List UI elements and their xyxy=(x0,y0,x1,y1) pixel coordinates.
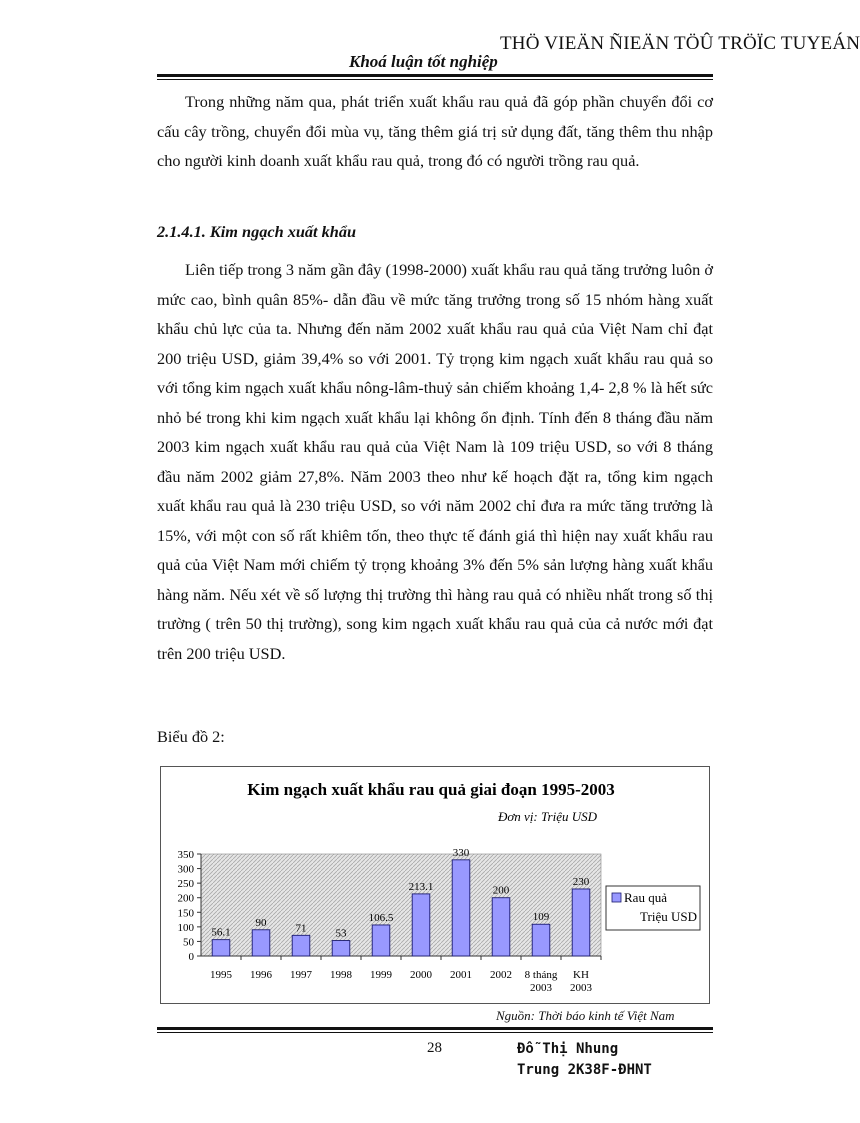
x-tick-label: 1995 xyxy=(210,969,232,981)
data-label: 106.5 xyxy=(368,911,394,924)
intro-paragraph-block xyxy=(157,87,713,176)
x-tick-label: 2001 xyxy=(450,969,472,981)
x-tick-label: 8 tháng xyxy=(524,969,558,981)
bar xyxy=(572,889,590,956)
x-tick-label: 1997 xyxy=(290,969,312,981)
x-tick-label: 2002 xyxy=(490,969,512,981)
intro-paragraph: Trong những năm qua, phát triển xuất khẩu rau quả đã góp phần chuyển đổi cơ cấu cây trồng, chuyển đổi mùa vụ, tăng thêm giá trị sử dụng đất, tăng thêm thu nhập cho người kinh doanh xuất khẩu rau quả, trong đó có người trồng rau quả. xyxy=(157,92,713,170)
bar xyxy=(252,930,270,956)
author-block xyxy=(517,1039,652,1081)
data-label: 71 xyxy=(295,922,307,935)
y-tick-label: 200 xyxy=(177,892,194,905)
source-note: Nguồn: Thời báo kinh tế Việt Nam xyxy=(496,1008,675,1023)
chart-container xyxy=(160,766,710,1004)
bar xyxy=(492,898,510,956)
data-label: 230 xyxy=(572,875,590,888)
y-tick-label: 0 xyxy=(188,951,194,963)
x-tick-label: 1998 xyxy=(330,969,352,981)
header-rule-thin xyxy=(157,79,713,80)
y-tick-label: 300 xyxy=(177,863,194,876)
header-title: Khoá luận tốt nghiệp xyxy=(349,52,498,71)
y-tick-label: 350 xyxy=(177,849,194,861)
main-paragraph-block xyxy=(157,255,713,668)
x-tick-label: KH xyxy=(573,969,589,981)
x-tick-label: 2003 xyxy=(530,982,552,994)
x-tick-label: 1999 xyxy=(370,969,392,981)
bar xyxy=(372,925,390,956)
bar xyxy=(452,860,470,956)
watermark-text: THÖ VIEÄN ÑIEÄN TÖÛ TRÖÏC TUYEÁN xyxy=(500,33,860,54)
bar xyxy=(412,894,430,956)
y-tick-label: 150 xyxy=(177,907,194,920)
bar xyxy=(332,941,350,956)
bar xyxy=(292,935,310,956)
author-class: Trung 2K38F-ĐHNT xyxy=(517,1062,652,1078)
chart-label: Biểu đồ 2: xyxy=(157,727,225,746)
legend-label-1: Rau quả xyxy=(624,890,667,905)
footer-rule xyxy=(157,1027,713,1030)
x-tick-label: 2003 xyxy=(570,982,592,994)
y-tick-label: 250 xyxy=(177,878,194,891)
page-number: 28 xyxy=(427,1040,442,1056)
data-label: 200 xyxy=(492,884,510,897)
chart-subtitle: Đơn vị: Triệu USD xyxy=(497,809,597,824)
x-tick-label: 1996 xyxy=(250,969,272,981)
chart-title: Kim ngạch xuất khẩu rau quả giai đoạn 1995-2003 xyxy=(247,780,615,799)
main-paragraph: Liên tiếp trong 3 năm gần đây (1998-2000) xuất khẩu rau quả tăng trưởng luôn ở mức cao, bình quân 85%- dẫn đầu về mức tăng trưởng trong số 15 nhóm hàng xuất khẩu chủ lực của ta. Nhưng đến năm 2002 xuất khẩu rau quả của Việt Nam chỉ đạt 200 triệu USD, giảm 39,4% so với 2001. Tỷ trọng kim ngạch xuất khẩu rau quả so với tổng kim ngạch xuất khẩu nông-lâm-thuỷ sản chiếm khoảng 1,4- 2,8 % là hết sức nhỏ bé trong khi kim ngạch xuất khẩu lại không ổn định. Tính đến 8 tháng đầu năm 2003 kim ngạch xuất khẩu rau quả của Việt Nam là 109 triệu USD, so với 8 tháng đầu năm 2002 giảm 27,8%. Năm 2003 theo như kế hoạch đặt ra, tổng kim ngạch xuất khẩu rau quả là 230 triệu USD, so với năm 2002 chỉ đưa ra mức tăng trưởng là 15%, với một con số rất khiêm tốn, theo thực tế đánh giá thì hiện nay xuất khẩu rau quả của Việt Nam mới chiếm tỷ trọng khoảng 3% đến 5% sản lượng hàng xuất khẩu hàng năm. Nếu xét về số lượng thị trường thì hàng rau quả có nhiều nhất trong số thị trường ( trên 50 thị trường), song kim ngạch xuất khẩu rau quả của cả nước mới đạt trên 200 triệu USD. xyxy=(157,260,713,663)
author-name: Đỗ Thị Nhung xyxy=(517,1041,619,1057)
data-label: 330 xyxy=(452,846,470,859)
chart-legend xyxy=(606,886,700,930)
header-rule xyxy=(157,74,713,77)
bar-chart xyxy=(161,767,709,1003)
data-label: 213.1 xyxy=(408,880,434,893)
legend-swatch xyxy=(612,893,621,902)
data-label: 56.1 xyxy=(211,926,231,939)
data-label: 109 xyxy=(532,911,550,924)
bar xyxy=(532,924,550,956)
legend-label-2: Triệu USD xyxy=(640,909,697,924)
section-heading: 2.1.4.1. Kim ngạch xuất khẩu xyxy=(157,222,357,241)
data-label: 53 xyxy=(335,927,347,940)
y-tick-label: 50 xyxy=(183,936,194,949)
data-label: 90 xyxy=(255,916,267,929)
x-tick-label: 2000 xyxy=(410,969,432,981)
bar xyxy=(212,940,230,956)
y-tick-label: 100 xyxy=(177,921,194,934)
footer-rule-thin xyxy=(157,1032,713,1033)
